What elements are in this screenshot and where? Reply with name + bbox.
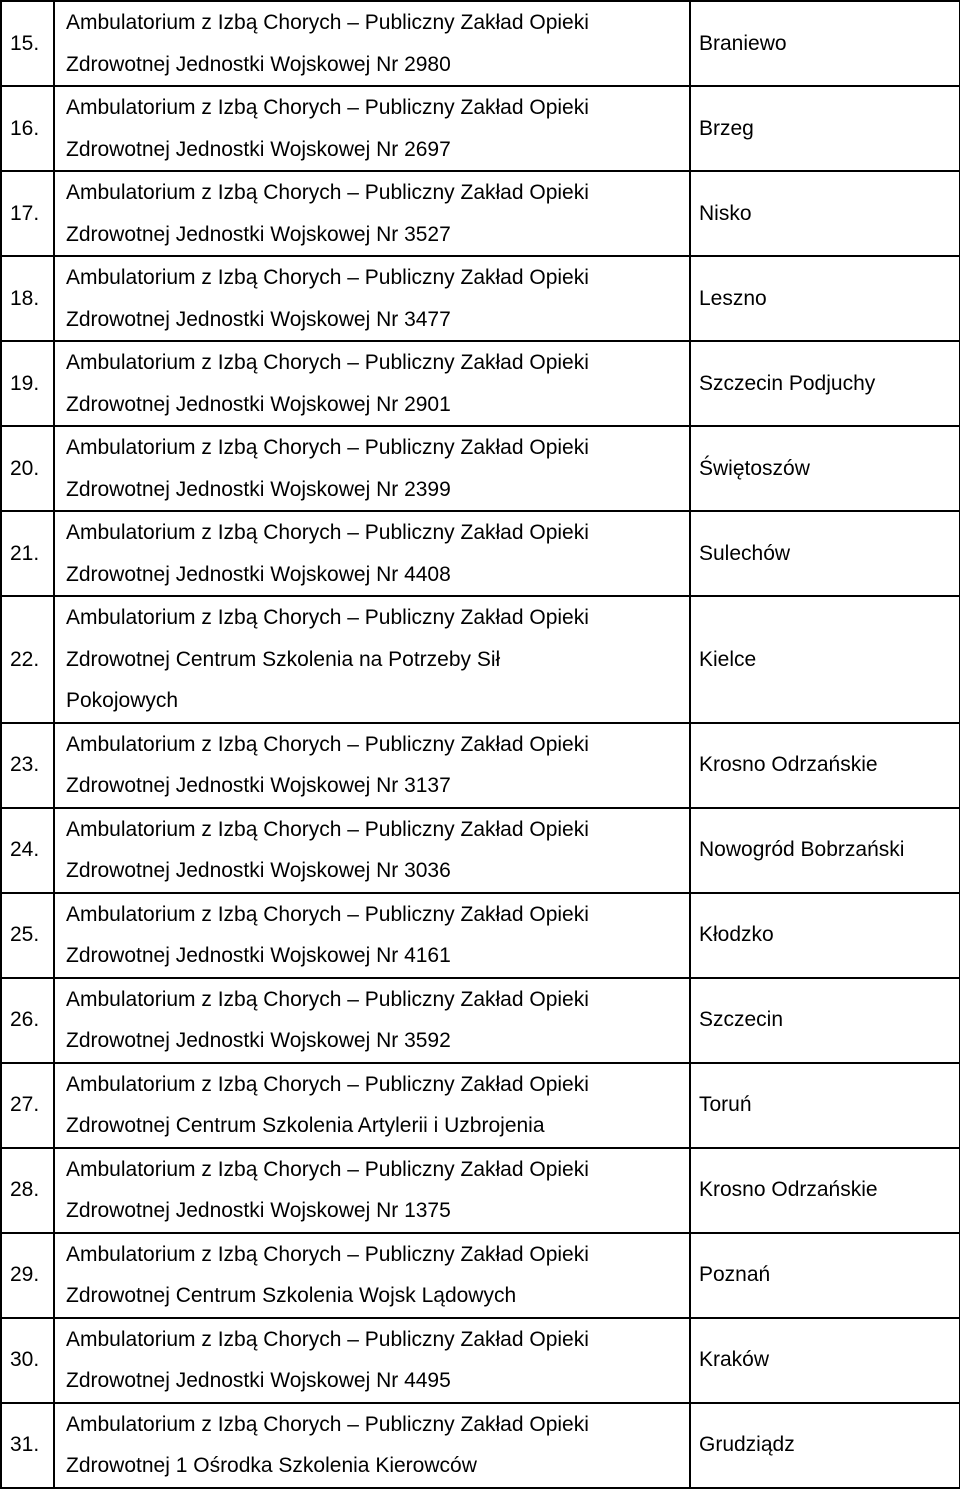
unit-name [54, 511, 690, 596]
row-number: 28. [1, 1148, 54, 1233]
unit-name-line: Ambulatorium z Izbą Chorych – Publiczny Zakład Opieki [66, 817, 589, 841]
row-number: 23. [1, 723, 54, 808]
unit-name-line: Ambulatorium z Izbą Chorych – Publiczny Zakład Opieki [66, 987, 589, 1011]
table-row [1, 723, 960, 808]
unit-name [54, 171, 690, 256]
row-number: 26. [1, 978, 54, 1063]
unit-city: Braniewo [690, 1, 960, 86]
table-row [1, 1148, 960, 1233]
unit-name-line: Ambulatorium z Izbą Chorych – Publiczny Zakład Opieki [66, 606, 589, 629]
unit-name-line: Zdrowotnej Jednostki Wojskowej Nr 1375 [66, 1199, 451, 1222]
row-number: 29. [1, 1233, 54, 1318]
row-number: 27. [1, 1063, 54, 1148]
table-row [1, 426, 960, 511]
unit-city: Szczecin [690, 978, 960, 1063]
table-row [1, 86, 960, 171]
unit-city: Nisko [690, 171, 960, 256]
row-number: 15. [1, 1, 54, 86]
table-row [1, 808, 960, 893]
unit-city: Toruń [690, 1063, 960, 1148]
table-row [1, 1063, 960, 1148]
unit-city: Leszno [690, 256, 960, 341]
table-row [1, 171, 960, 256]
unit-name-line: Zdrowotnej Jednostki Wojskowej Nr 2399 [66, 477, 451, 501]
unit-name-line: Ambulatorium z Izbą Chorych – Publiczny Zakład Opieki [66, 732, 589, 756]
unit-name-line: Ambulatorium z Izbą Chorych – Publiczny Zakład Opieki [66, 1412, 589, 1436]
row-number: 16. [1, 86, 54, 171]
row-number: 22. [1, 596, 54, 723]
row-number: 21. [1, 511, 54, 596]
row-number: 31. [1, 1403, 54, 1488]
unit-city: Brzeg [690, 86, 960, 171]
unit-name [54, 723, 690, 808]
unit-name-line: Ambulatorium z Izbą Chorych – Publiczny Zakład Opieki [66, 521, 589, 544]
unit-name-line: Zdrowotnej Jednostki Wojskowej Nr 4161 [66, 944, 451, 967]
unit-name [54, 1233, 690, 1318]
unit-city: Kraków [690, 1318, 960, 1403]
unit-name-line: Ambulatorium z Izbą Chorych – Publiczny Zakład Opieki [66, 1072, 589, 1096]
table-row [1, 1403, 960, 1488]
unit-name [54, 426, 690, 511]
row-number: 24. [1, 808, 54, 893]
unit-name-line: Ambulatorium z Izbą Chorych – Publiczny Zakład Opieki [66, 181, 589, 204]
unit-name-line: Ambulatorium z Izbą Chorych – Publiczny Zakład Opieki [66, 96, 589, 119]
table-row [1, 511, 960, 596]
unit-name [54, 893, 690, 978]
unit-city: Krosno Odrzańskie [690, 723, 960, 808]
row-number: 18. [1, 256, 54, 341]
unit-city: Nowogród Bobrzański [690, 808, 960, 893]
table-row [1, 341, 960, 426]
table-row [1, 893, 960, 978]
unit-name-line: Zdrowotnej Jednostki Wojskowej Nr 3527 [66, 222, 451, 246]
unit-city: Krosno Odrzańskie [690, 1148, 960, 1233]
unit-name-line: Zdrowotnej Jednostki Wojskowej Nr 3137 [66, 774, 451, 797]
unit-name-line: Ambulatorium z Izbą Chorych – Publiczny Zakład Opieki [66, 1327, 589, 1351]
unit-name [54, 808, 690, 893]
unit-name [54, 256, 690, 341]
unit-name [54, 1063, 690, 1148]
unit-name [54, 341, 690, 426]
unit-city: Świętoszów [690, 426, 960, 511]
unit-name [54, 1148, 690, 1233]
unit-name [54, 1, 690, 86]
row-number: 19. [1, 341, 54, 426]
unit-name-line: Ambulatorium z Izbą Chorych – Publiczny Zakład Opieki [66, 902, 589, 926]
unit-name-line: Ambulatorium z Izbą Chorych – Publiczny Zakład Opieki [66, 351, 589, 374]
unit-name-line: Zdrowotnej Centrum Szkolenia Wojsk Lądowych [66, 1284, 517, 1307]
unit-name [54, 1403, 690, 1488]
units-table-body [1, 1, 960, 1488]
row-number: 30. [1, 1318, 54, 1403]
unit-city: Poznań [690, 1233, 960, 1318]
unit-name [54, 978, 690, 1063]
unit-city: Kielce [690, 596, 960, 723]
unit-name-line: Zdrowotnej Jednostki Wojskowej Nr 2901 [66, 392, 451, 416]
unit-name-line: Zdrowotnej 1 Ośrodka Szkolenia Kierowców [66, 1454, 477, 1477]
row-number: 25. [1, 893, 54, 978]
unit-name-line: Zdrowotnej Jednostki Wojskowej Nr 4408 [66, 562, 451, 586]
unit-city: Szczecin Podjuchy [690, 341, 960, 426]
unit-name-line: Ambulatorium z Izbą Chorych – Publiczny Zakład Opieki [66, 11, 589, 34]
table-row [1, 596, 960, 723]
row-number: 20. [1, 426, 54, 511]
table-row [1, 978, 960, 1063]
table-row [1, 1233, 960, 1318]
table-row [1, 1318, 960, 1403]
unit-name [54, 1318, 690, 1403]
unit-name-line: Pokojowych [66, 689, 179, 712]
table-row [1, 256, 960, 341]
unit-name-line: Ambulatorium z Izbą Chorych – Publiczny Zakład Opieki [66, 1242, 589, 1266]
unit-city: Kłodzko [690, 893, 960, 978]
row-number: 17. [1, 171, 54, 256]
unit-name-line: Zdrowotnej Jednostki Wojskowej Nr 3477 [66, 307, 451, 331]
unit-city: Sulechów [690, 511, 960, 596]
unit-name [54, 596, 690, 723]
unit-name-line: Zdrowotnej Jednostki Wojskowej Nr 2980 [66, 52, 451, 76]
unit-name-line: Ambulatorium z Izbą Chorych – Publiczny Zakład Opieki [66, 266, 589, 289]
table-row [1, 1, 960, 86]
unit-city: Grudziądz [690, 1403, 960, 1488]
unit-name-line: Zdrowotnej Centrum Szkolenia Artylerii i Uzbrojenia [66, 1114, 545, 1137]
unit-name-line: Zdrowotnej Centrum Szkolenia na Potrzeby Sił [66, 647, 501, 671]
unit-name [54, 86, 690, 171]
unit-name-line: Zdrowotnej Jednostki Wojskowej Nr 3036 [66, 859, 451, 882]
unit-name-line: Zdrowotnej Jednostki Wojskowej Nr 3592 [66, 1029, 451, 1052]
unit-name-line: Ambulatorium z Izbą Chorych – Publiczny Zakład Opieki [66, 1157, 589, 1181]
unit-name-line: Ambulatorium z Izbą Chorych – Publiczny Zakład Opieki [66, 436, 589, 459]
unit-name-line: Zdrowotnej Jednostki Wojskowej Nr 2697 [66, 137, 451, 161]
unit-name-line: Zdrowotnej Jednostki Wojskowej Nr 4495 [66, 1369, 451, 1392]
